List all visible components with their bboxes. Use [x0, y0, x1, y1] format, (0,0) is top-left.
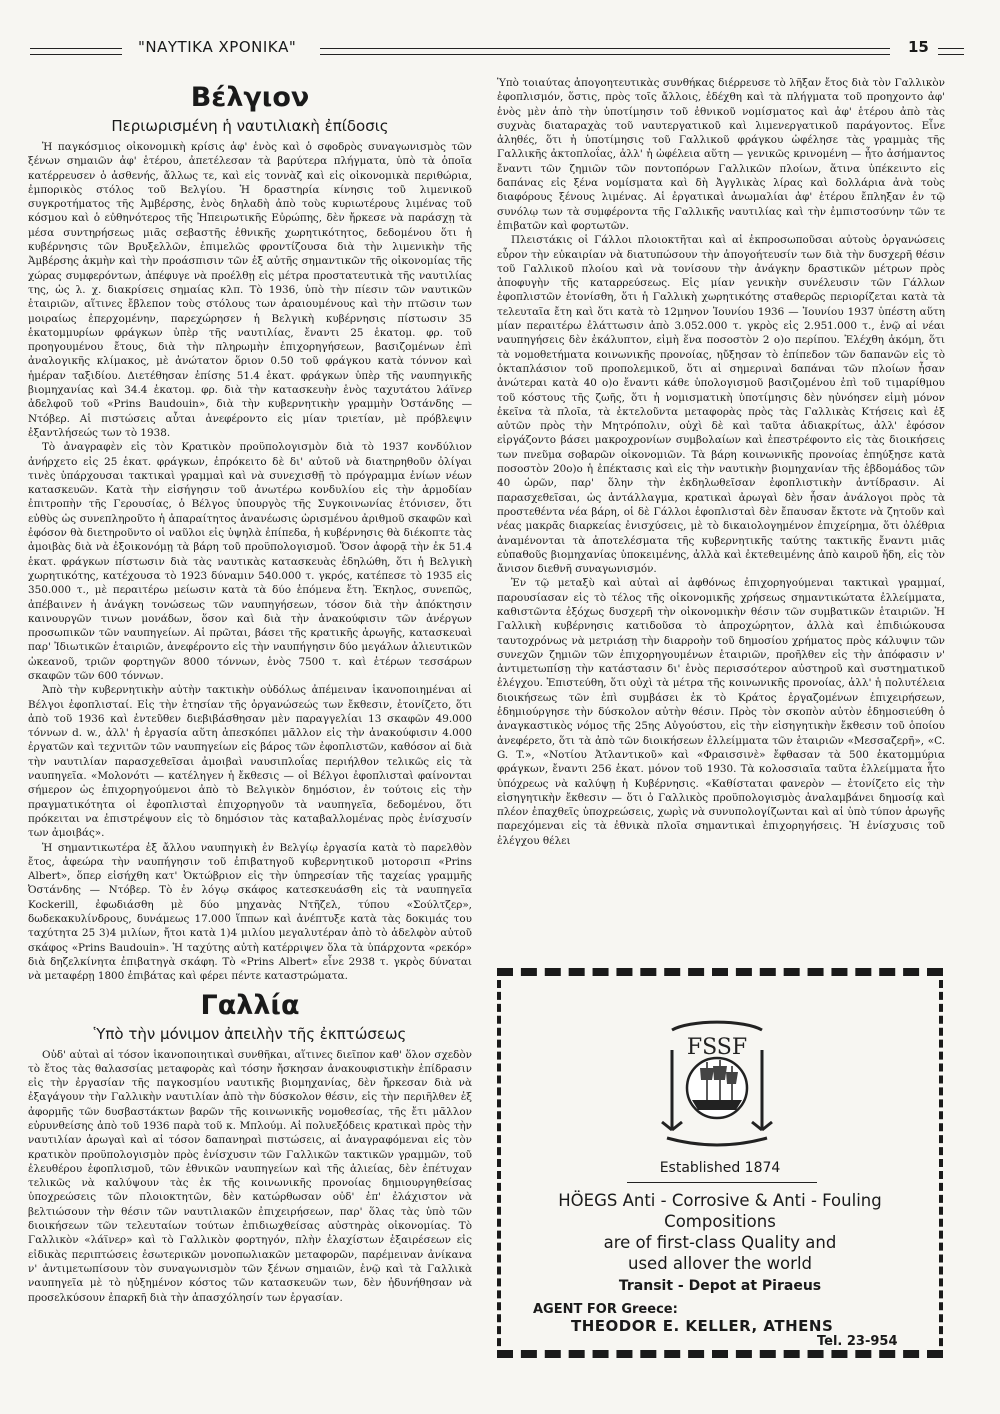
france-paragraph: Οὐδ' αὐταὶ αἱ τόσον ἱκανοποιητικαὶ συνθῆκαι, αἵτινες διεῖπον καθ' ὅλον σχεδὸν τὸ ἔτος τὰς θαλασσίας μεταφορὰς καὶ τόσην ἤσκησαν ἀνακουφιστικὴν ἐπίδρασιν εἰς τὴν ἐργασίαν τῆς παγκοσμίου ναυτικῆς βιομηχανίας, δὲν ἤρκεσαν διὰ νὰ ἐξαγάγουν τὴν Γαλλικὴν ναυτιλίαν ἀπὸ τὴν δύσκολον θέσιν, εἰς τὴν περιῆλθεν ἐξ ἀφορμῆς τῶν δυσβαστάκτων βαρῶν τῆς κοινωνικῆς νομοθεσίας, τῆς ἔτι μᾶλλον εὐρυνθείσης ἀπὸ τοῦ 1936 παρὰ τοῦ κ. Μπλούμ. Αἱ πολυεξόδεις κρατικαὶ πρὸς τὴν ναυτιλίαν ἀρωγαὶ καὶ αἱ τόσον δαπανηραὶ πιστώσεις, αἱ ἀναγραφόμεναι εἰς τὸν κρατικὸν προϋπολογισμὸν πρὸς ἐνίσχυσιν τῶν Γαλλικῶν τακτικῶν γραμμῶν, τοῦ ἐλευθέρου ἐφοπλισμοῦ, τῶν ἐθνικῶν ναυπηγείων καὶ τῆς ἀλιείας, δὲν ἐπέτυχαν τελικῶς νὰ καλύψουν τὰς ἐκ τῆς κοινωνικῆς προνοίας δημιουργηθείσας ὑποχρεώσεις τῶν πλοιοκτητῶν, δὲν κατώρθωσαν οὐδ' ἐπ' ἐλάχιστον νὰ βελτιώσουν τὴν θέσιν τῶν ναυτιλιακῶν ἐπιχειρήσεων, παρ' ὅλας τὰς ὑπὸ τῶν διοικήσεων τῶν τελευταίων τούτων ἐπιδιωχθείσας αὐστηρὰς οἰκονομίας. Τὸ Γαλλικὸν «λάϊνερ» καὶ τὸ Γαλλικὸν φορτηγόν, πλὴν ἐλαχίστων ἐξαιρέσεων εἰς εἰδικὰς περιπτώσεις ἐσωτερικῶν μονοπωλιακῶν μεταφορῶν, παρέμειναν ἀνίκανα ν' ἀντιμετωπίσουν τὸν συναγωνισμὸν τῶν ξένων σημαιῶν, ἐνῷ καὶ τὰ Γαλλικὰ ναυπηγεῖα μὲ τὸ ηὐξημένον κόστος τῶν κατασκευῶν των, δὲν ἠδυνήθησαν νὰ προσελκύσουν ἐπαρκῆ διὰ τὴν ἀπασχόλησίν των ἐργασίαν.	[28, 1048, 472, 1304]
ad-line-world: used allover the world	[628, 1254, 812, 1273]
advertisement-hoegs	[497, 968, 943, 1358]
ad-body	[497, 1190, 943, 1296]
belgium-paragraph: Ἀπὸ τὴν κυβερνητικὴν αὐτὴν τακτικὴν οὐδόλως ἀπέμειναν ἱκανοποιημέναι αἱ Βέλγοι ἐφοπλισταί. Εἰς τὴν ἐτησίαν τῆς ὀργανώσεώς των ἔκθεσιν, ἐτονίζετο, ὅτι ἀπὸ τοῦ 1936 καὶ ἐντεῦθεν διεβιβάσθησαν μὲν παραγγελίαι 13 σκαφῶν 49.000 τόννων d. w., ἀλλ' ἡ ἐργασία αὕτη ἀπεσκόπει μᾶλλον εἰς τὴν ἀνακούφισιν 4.000 ἐργατῶν καὶ τεχνιτῶν τῶν ναυπηγείων εἰς βάρος τῶν ἐφοπλιστῶν, καθόσον αἱ διὰ τὴν ναυτιλίαν παρασχεθεῖσαι ἀμοιβαὶ ναυσιπλοΐας περιήλθον τελικῶς εἰς τὰ ναυπηγεῖα. «Μολονότι — κατέληγεν ἡ ἔκθεσις — οἱ Βέλγοι ἐφοπλισταὶ φαίνονται σήμερον ὡς ἐπιχορηγούμενοι ἀπὸ τὸ Βελγικὸν δημόσιον, ἐν τούτοις εἰς τὴν πραγματικότητα οἱ ἐφοπλισταὶ ἐπιχορηγοῦν τὰ ναυπηγεῖα, δεδομένου, ὅτι πρόκειται να ἐπιστρέψουν εἰς τὸ δημόσιον τὰς καταβαλλομένας πρὸς ἐνίσχυσίν των ἀμοιβάς».	[28, 684, 472, 840]
belgium-subtitle: Περιωρισμένη ἡ ναυτιλιακὴ ἐπίδοσις	[111, 117, 389, 135]
magazine-title: "ΝΑΥΤΙΚΑ ΧΡΟΝΙΚΑ"	[138, 38, 297, 56]
page-number: 15	[908, 38, 929, 56]
running-header	[30, 38, 932, 64]
header-rule-tail	[938, 48, 964, 55]
ad-agent-label: AGENT FOR Greece:	[533, 1302, 678, 1317]
france-paragraph: Πλειστάκις οἱ Γάλλοι πλοιοκτῆται καὶ αἱ ἐκπροσωποῦσαι αὐτοὺς ὀργανώσεις εὗρον τὴν εὐκαιρίαν νὰ διατυπώσουν τὴν ἀπογοήτευσίν των διὰ τὴν δυσχερῆ θέσιν τοῦ Γαλλικοῦ πλοίου καὶ νὰ τονίσουν τὴν ἀνάγκην δραστικῶν μέτρων πρὸς ἀποφυγὴν τῆς καταρρεύσεως. Εἰς μίαν γενικὴν συνέλευσιν τῶν Γάλλων ἐφοπλιστῶν ἐτονίσθη, ὅτι ἡ Γαλλικὴ χωρητικότης σταθερῶς περιορίζεται κατὰ τὰ τελευταῖα ἔτη καὶ ὅτι κατὰ τὸ 12μηνον Ἰουνίου 1936 — Ἰουνίου 1937 ὑπέστη αὕτη μίαν περαιτέρω ἐλάττωσιν ἀπὸ 3.052.000 τ. γκρὸς εἰς 2.951.000 τ., ἐνῷ αἱ νέαι ναυπηγήσεις δὲν ἐκάλυπτον, εἰμὴ ἕνα ποσοστὸν 2 ο)ο περίπου. Ἐλέχθη ἀκόμη, ὅτι τὰ νομοθετήματα κοινωνικῆς προνοίας, ηὔξησαν τὸ ἐπίπεδον τῶν δαπανῶν εἰς τὸ ὀκταπλάσιον τοῦ προπολεμικοῦ, ὅτι αἱ σημεριναὶ δαπάναι τῶν πλοίων ἦσαν ἀνώτεραι κατὰ 40 ο)ο ἔναντι κάθε ὑπολογισμοῦ βασιζομένου ἐπὶ τοῦ τιμαρίθμου τοῦ κόστους τῆς ζωῆς, ὅτι ἡ νομισματικὴ ὑποτίμησις δὲν ηὐνόησεν εἰμὴ μόνον ἐκεῖνα τὰ πλοῖα, τὰ ἐκτελοῦντα μεταφορὰς πρὸς τὰς Γαλλικὰς Κτήσεις καὶ ἐξ αὐτῶν πρὸς τὴν Μητρόπολιν, οὐχὶ δὲ καὶ ταῦτα ἀδιακρίτως, ἀλλ' ἐφόσον εἰργάζοντο βάσει μακροχρονίων συμβολαίων καὶ ἐπεστρέφοντο εἰς τὰς διοικήσεις των πνεῦμα σοβαρῶν οἰκονομιῶν. Τὰ βάρη κοινωνικῆς προνοίας ἐπηύξησε κατὰ ποσοστὸν 20ο)ο ἡ ἐπέκτασις καὶ εἰς τὴν ναυτικὴν βιομηχανίαν τῆς ἑβδομάδος τῶν 40 ὡρῶν, παρ' ὅλην τὴν ἐκδηλωθεῖσαν ἐφοπλιστικὴν ἀντίδρασιν. Αἱ παρασχεθεῖσαι, ὡς ἀντάλλαγμα, κρατικαὶ ἀρωγαὶ δὲν ἦσαν ἀνάλογοι πρὸς τὰ προστεθέντα νέα βάρη, οἱ δὲ Γάλλοι ἐφοπλισταὶ δὲν ἔπαυσαν ἔκτοτε νὰ ζητοῦν καὶ νέας μακρᾶς διαρκείας ἐνισχύσεις, μὲ τὸ δικαιολογημένον ἐπιχείρημα, ὅτι ὀλέθρια ἀναμένονται τὰ ἀποτελέσματα τῆς κυβερνητικῆς ταύτης τακτικῆς ἔναντι μιᾶς εὐπαθοῦς βιομηχανίας ὑποκειμένης, ἀλλὰ καὶ ἐκτεθειμένης ἀπὸ καιροῦ ἤδη, εἰς τὸν ἄνισον διεθνῆ συναγωνισμόν.	[497, 234, 945, 576]
established-text: Established 1874	[659, 1160, 781, 1176]
ad-agent-name: THEODOR E. KELLER, ATHENS	[571, 1317, 834, 1335]
logo-monogram: FSSF	[686, 1035, 748, 1060]
france-paragraph: Ἐν τῷ μεταξὺ καὶ αὐταὶ αἱ ἀφθόνως ἐπιχορηγούμεναι τακτικαὶ γραμμαί, παρουσίασαν εἰς τὸ τέλος τῆς οἰκονομικῆς χρήσεως σημαντικώτατα ἐλλείμματα, καθιστῶντα ἐξόχως δυσχερῆ τὴν οἰκονομικὴν θέσιν τῶν συμβατικῶν ἑταιριῶν. Ἡ Γαλλικὴ κυβέρνησις κατιδοῦσα τὸ ἀπροχώρητον, ἀλλὰ καὶ ἐπιδιώκουσα ταυτοχρόνως νὰ μετριάσῃ τὴν διαρροὴν τοῦ δημοσίου χρήματος πρὸς κάλυψιν τῶν συνεχῶν ζημιῶν τῶν ἐπιχορηγουμένων ἑταιριῶν, προῆλθεν εἰς τὴν ἀπόφασιν ν' ἀντιμετωπίσῃ τὴν κατάστασιν δι' ἑνὸς περισσότερον αὐστηροῦ καὶ συστηματικοῦ ἐλέγχου. Ἐπιστεύθη, ὅτι οὐχὶ τὰ μέτρα τῆς κοινωνικῆς προνοίας, ἀλλ' ἡ πολυτέλεια διοικήσεως τῶν ἐπὶ συμβάσει ἐκ τὸ Κράτος ἐργαζομένων ἐπιχειρήσεων, ἐδημιούργησε τὴν δύσκολον αὐτὴν θέσιν. Πρὸς τὸν σκοπὸν αὐτὸν ἐδημοσιεύθη ὁ ἀναγκαστικὸς νόμος τῆς 25ης Αὐγούστου, εἰς τὴν εἰσηγητικὴν ἔκθεσιν τοῦ ὁποίου ἀνεφέρετο, ὅτι τὰ ἀπὸ τῶν διοικήσεων ἐλλείμματα τῶν ἑταιριῶν «Μεσσαζερῆ», «C. G. T.», «Νοτίου Ἀτλαντικοῦ» καὶ «Φραισσινὲ» ἔφθασαν τὰ 500 ἑκατομμύρια φράγκων, ἔναντι 256 ἑκατ. μόνον τοῦ 1930. Τὰ κολοσσιαῖα ταῦτα ἐλλείμματα ἦτο ὑπόχρεως νὰ καλύψῃ ἡ Κυβέρνησις. «Καθίσταται φανερὸν — ἐτονίζετο εἰς τὴν εἰσηγητικὴν ἔκθεσιν — ὅτι ὁ Γαλλικὸς προϋπολογισμὸς ἀναλαμβάνει δημοσίᾳ καὶ πλέον ἐπαχθεῖς ὑποχρεώσεις, χωρὶς νὰ συνυπολογίζωνται καὶ αἱ ὑπὸ τύπον ἀρωγῆς παρεχόμεναι εἰς τὰ ἐθνικὰ πλοῖα σημαντικαὶ ἐπιχορηγήσεις. Ἡ ἐνίσχυσις τοῦ ἐλέγχου θέλει	[497, 577, 945, 847]
ship-emblem-icon	[652, 1010, 782, 1150]
france-subtitle: Ὑπὸ τὴν μόνιμον ἀπειλὴν τῆς ἐκπτώσεως	[93, 1024, 407, 1043]
header-rule-left	[30, 48, 122, 55]
ad-line-quality: are of first-class Quality and	[603, 1233, 837, 1252]
left-column	[28, 76, 472, 1305]
belgium-paragraph: Τὸ ἀναγραφὲν εἰς τὸν Κρατικὸν προϋπολογισμὸν διὰ τὸ 1937 κονδύλιον ἀνήρχετο εἰς 25 ἑκατ. φράγκων, ἐπρόκειτο δὲ δι' αὐτοῦ νὰ διατηρηθοῦν ὀλίγαι τινὲς ὑπάρχουσαι τακτικαὶ γραμμαὶ καὶ νὰ συνεχισθῇ τὸ πρόγραμμα ἐνίων νέων κατασκευῶν. Κατὰ τὴν εἰσήγησιν τοῦ ἀνωτέρω κονδυλίου εἰς τὴν ἁρμοδίαν ἐπιτροπὴν τῆς Γερουσίας, ὁ Βέλγος ὑπουργὸς τῆς Συγκοινωνίας ἐτόνισεν, ὅτι εὐθὺς ὡς συνεπληροῦτο ἡ ἀπαραίτητος ἀνανέωσις ὡρισμένου ἀριθμοῦ σκαφῶν καὶ ἐφόσον θὰ διετηροῦντο οἱ ναῦλοι εἰς ὑψηλὰ ἐπίπεδα, ἡ κυβέρνησις θὰ διέκοπτε τὰς ἀμοιβὰς διὰ νὰ ἐξοικονόμῃ τὰ βάρη τοῦ προϋπολογισμοῦ. Ὅσον ἀφορᾷ τὴν ἐκ 51.4 ἑκατ. φράγκων πίστωσιν διὰ τὰς ναυτικὰς κατασκευὰς ἐδηλώθη, ὅτι ἡ Βελγικὴ χωρητικότης, κατέχουσα τὸ 1923 δύναμιν 540.000 τ. γκρός, κατέπεσε τὸ 1935 εἰς 350.000 τ., μὲ περαιτέρω μείωσιν κατὰ τὰ δύο ἑπόμενα ἔτη. Ἐκηλος, συνεπῶς, ἀπέβαινεν ἡ ἀνάγκη τονώσεως τῶν ναυπηγήσεων, τόσον διὰ τὴν ἀπόκτησιν καινουργῶν τινων μονάδων, ὅσον καὶ διὰ τὴν ἀνακούφισιν τῶν ἀνέργων προσωπικῶν τῶν ναυπηγείων. Αἱ πρῶται, βάσει τῆς κρατικῆς ἀρωγῆς, κατασκευαὶ παρ' Ἰδιωτικῶν ἑταιριῶν, ἀνεφέροντο εἰς τὴν ναυπήγησιν δύο μεγάλων ἀλιευτικῶν ὠκεανοῦ, τριῶν φορτηγῶν 8000 τόννων, ἑνὸς 7500 τ. καὶ ἑτέρων τεσσάρων σκαφῶν τῶν 600 τόννων.	[28, 441, 472, 682]
france-paragraph: Ὑπὸ τοιαύτας ἀπογοητευτικὰς συνθήκας διέρρευσε τὸ λῆξαν ἔτος διὰ τὸν Γαλλικὸν ἐφοπλισμόν, ὅστις, πρὸς τοῖς ἄλλοις, ἐδέχθη καὶ τὰ πλήγματα τοῦ προηχοντο ἀφ' ἑνὸς μὲν ἀπὸ τὴν ὑποτίμησιν τοῦ ἐθνικοῦ νομίσματος καὶ ἀφ' ἑτέρου ἀπὸ τὰς συχνὰς διαταραχὰς τοῦ ναυτεργατικοῦ καὶ λιμενεργατικοῦ παράγοντος. Εἶνε ἀληθές, ὅτι ἡ ὑποτίμησις τοῦ Γαλλικοῦ φράγκου ὠφέλησε τὰς γραμμὰς τῆς Γαλλικῆς ἀκτοπλοΐας, ἀλλ' ἡ ὠφέλεια αὕτη — γενικῶς κρινομένη — ἦτο ἀσήμαντος ἔναντι τῶν ζημιῶν τῶν ποντοπόρων Γαλλικῶν πλοίων, ἅτινα ὑπέκειντο εἰς δαπάνας εἰς ξένα νομίσματα καὶ δὴ Ἀγγλικὰς λίρας καὶ δολλάρια ἀνὰ τοὺς διαφόρους ξένους λιμένας. Αἱ ἐργατικαὶ ἀνωμαλίαι ἀφ' ἑτέρου ἔπληξαν ἐν τῷ συνόλῳ των τὰ συμφέροντα τῆς Γαλλικῆς ναυτιλίας καὶ τὴν ἐμπιστοσύνην τῶν τε ἐπιβατῶν καὶ φορτωτῶν.	[497, 77, 945, 232]
ad-telephone: Tel. 23-954	[817, 1334, 898, 1349]
established-rule	[627, 1182, 817, 1183]
ad-line-compositions: Compositions	[664, 1212, 776, 1231]
belgium-paragraph: Ἡ παγκόσμιος οἰκονομικὴ κρίσις ἀφ' ἑνὸς καὶ ὁ σφοδρὸς συναγωνισμὸς τῶν ξένων σημαιῶν ἀφ' ἑτέρου, ἀπετέλεσαν τὰ βαρύτερα πλήγματα, ὑπὸ τὰ ὁποῖα κατέρρευσεν ὁ ἀσθενής, ἄλλως τε, καὶ εἰς τοννὰζ καὶ εἰς οἰκονομικὰ περιθώρια, ἐμπορικὸς στόλος τοῦ Βελγίου. Ἡ δραστηρία κίνησις τοῦ λιμενικοῦ συγκροτήματος τῆς Ἀμβέρσης, ἑνὸς δηλαδὴ ἀπὸ τοὺς κυριωτέρους λιμένας τοῦ κόσμου καὶ ὁ εὐθηνότερος τῆς Ἠπειρωτικῆς Εὐρώπης, δὲν ἤρκεσε νὰ παράσχῃ τὰ μέσα συντηρήσεως μιᾶς σεβαστῆς ἐθνικῆς χωρητικότητος, δεδομένου ὅτι ἡ κυβέρνησις τῶν Βρυξελλῶν, ἐπιμελῶς φροντίζουσα διὰ τὴν λιμενικὴν τῆς Ἀμβέρσης ἀκμὴν καὶ τὴν προάσπισιν τῶν ἐξ αὐτῆς σημαντικῶν τῆς οἰκονομίας τῆς χώρας συμφερόντων, ἀπέφυγε νὰ προέλθῃ εἰς μέτρα προστατευτικὰ τῆς ναυτιλίας της, ὡς λ. χ. διακρίσεις σημαίας κλπ. Τὸ 1936, ὑπὸ τὴν πίεσιν τῶν ναυτικῶν ἑταιριῶν, αἵτινες ἔβλεπον τοὺς στόλους των ἀραιουμένους καὶ τὴν πτῶσιν των μοιραίως ἐπερχομένην, παρεχώρησεν ἡ Βελγικὴ κυβέρνησις πίστωσιν 35 ἑκατομμυρίων φράγκων ὑπὲρ τῆς ναυτιλίας, ἔναντι 25 ἑκατομ. φρ. τοῦ προηγουμένου ἔτους, διὰ τὴν πληρωμὴν ἐπιχορηγήσεων, βασιζομένων ἐπὶ ἀναλογικῆς κλίμακος, μὲ ἀνώτατον ὅριον 0.50 τοῦ φράγκου κατὰ τόννον καὶ ἡμέραν ταξιδίου. Διετέθησαν ἐπίσης 51.4 ἑκατ. φράγκων ὑπὲρ τῆς ναυπηγικῆς βιομηχανίας καὶ 34.4 ἑκατομ. φρ. διὰ τὴν κατασκευὴν ἑνὸς ταχυτάτου λάϊνερ ἀδελφοῦ τοῦ «Prins Baudouin», διὰ τὴν κυβερνητικὴν γραμμὴν Ὀστάνδης — Ντόβερ. Αἱ πιστώσεις αὗται ἀνεφέροντο εἰς μίαν τριετίαν, μὲ πρόβλεψιν ἐξαντλήσεώς των τὸ 1938.	[28, 141, 472, 439]
france-title: Γαλλία	[200, 989, 300, 1021]
ad-line-depot: Transit - Depot at Piraeus	[618, 1278, 822, 1294]
right-column	[497, 76, 945, 848]
belgium-title: Βέλγιον	[190, 82, 310, 113]
header-rule-right	[320, 48, 890, 55]
ad-line-product: HÖEGS Anti - Corrosive & Anti - Fouling	[558, 1191, 882, 1210]
belgium-paragraph: Ἡ σημαντικωτέρα ἐξ ἄλλου ναυπηγικὴ ἐν Βελγίῳ ἐργασία κατὰ τὸ παρελθὸν ἔτος, ἀφεώρα τὴν ναυπήγησιν τοῦ ἐπιβατηγοῦ κυβερνητικοῦ μοτορσιπ «Prins Albert», ὅπερ εἰσήχθη κατ' Ὀκτώβριον εἰς τὴν ὑπηρεσίαν τῆς ταχείας γραμμῆς Ὀστάνδης — Ντόβερ. Τὸ ἐν λόγῳ σκάφος κατεσκευάσθη εἰς τὰ ναυπηγεῖα Kockerill, ἐφωδιάσθη μὲ δύο μηχανὰς Ντῆζελ, τύπου «Σούλτζερ», δωδεκακυλίνδρους, δυνάμεως 17.000 ἵππων καὶ ἀνέπτυξε κατὰ τὰς δοκιμάς του ταχύτητα 25 3)4 μιλίων, ἤτοι κατὰ 1)4 μιλίου μεγαλυτέραν ἀπὸ τὸ ἀδελφὸν αὐτοῦ σκάφος «Prins Baudouin». Ἡ ταχύτης αὐτὴ κατέρριψεν ὅλα τὰ ὑπάρχοντα «ρεκόρ» διὰ δηζελκίνητα ἐπιβατηγὰ σκάφη. Τὸ «Prins Albert» εἶνε 2938 τ. γκρὸς δύναται νὰ μεταφέρῃ 1800 ἐπιβάτας καὶ φέρει πέντε καταστρώματα.	[28, 841, 472, 983]
